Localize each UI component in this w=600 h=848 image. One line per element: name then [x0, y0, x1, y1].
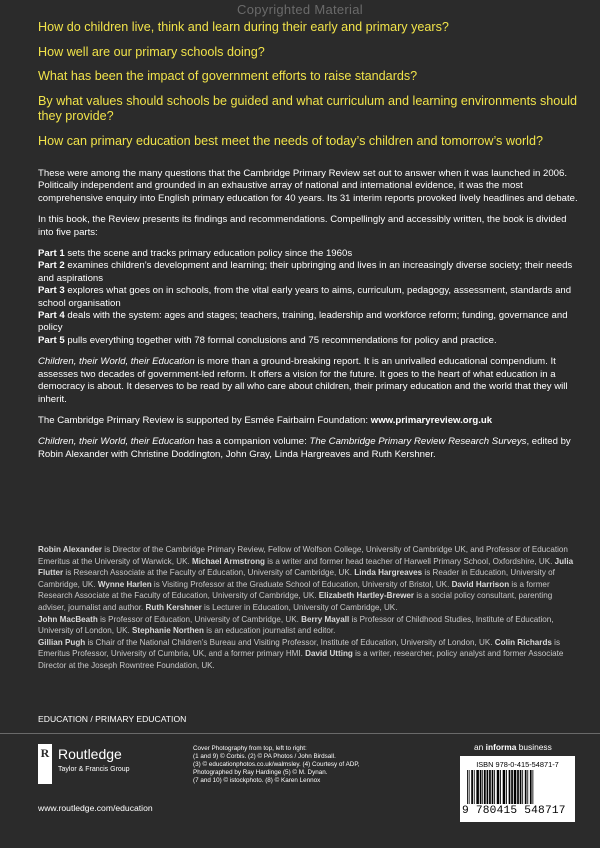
companion-volume: The Cambridge Primary Review Research Surveys	[309, 436, 527, 448]
barcode-bar	[492, 770, 494, 804]
bio-text: is a social policy consultant, parenting adviser, journalist and author.	[38, 591, 553, 612]
bio-text: is Director of the Cambridge Primary Review, Fellow of Wolfson College, University of Cambridge UK, and Professor of Education Emeritus at the University of Warwick, UK.	[38, 545, 568, 566]
companion-title: Children, their World, their Education	[38, 436, 195, 448]
divider	[0, 733, 600, 734]
barcode-bar	[489, 770, 491, 804]
bio-text: is a former Research Associate at the Faculty of Education, University of Cambridge, UK.	[38, 579, 550, 601]
question: How do children live, think and learn during their early and primary years?	[38, 20, 449, 34]
barcode-digits: 9 780415 548717	[462, 805, 566, 817]
barcode-bar	[467, 770, 468, 804]
part-label: Part 1	[38, 248, 65, 260]
part-label: Part 5	[38, 334, 65, 346]
bio-name: David Utting	[305, 649, 353, 659]
part-text: explores what goes on in schools, from the vital early years to aims, curriculum, pedagogy, assessment, standards and school organisation	[38, 285, 572, 309]
contributor-bios	[38, 544, 578, 672]
bio-name: Michael Armstrong	[191, 556, 265, 566]
barcode-bar	[500, 770, 501, 804]
barcode-bar	[511, 770, 513, 804]
publisher-website[interactable]: www.routledge.com/education	[38, 803, 153, 813]
companion-text: has a companion volume:	[194, 436, 310, 448]
bio-name: Berry Mayall	[301, 614, 350, 624]
publisher-name: Routledge	[58, 746, 122, 762]
barcode-bar	[480, 770, 482, 804]
bio-text: is a writer, researcher, policy analyst and former Associate Director at the Joseph Rowntree Foundation, UK.	[38, 649, 564, 670]
routledge-logo-icon	[38, 744, 52, 784]
part-item	[38, 260, 578, 285]
barcode-bar	[484, 770, 486, 804]
informa-prefix: an	[474, 742, 486, 752]
bio-text: is Lecturer in Education, University of Cambridge, UK.	[201, 602, 398, 612]
question: What has been the impact of government efforts to raise standards?	[38, 69, 418, 83]
credit-line: Photographed by Ray Hardinge (5) © M. Dynan.	[193, 769, 328, 777]
bio-name: Linda Hargreaves	[354, 568, 423, 578]
subject-category: EDUCATION / PRIMARY EDUCATION	[38, 714, 187, 724]
bio-name: Wynne Harlen	[97, 579, 152, 589]
informa-suffix: business	[516, 742, 552, 752]
barcode-bar	[506, 770, 507, 804]
book-title: Children, their World, their Education	[38, 356, 195, 368]
credit-line: (1 and 9) © Corbis. (2) © PA Photos / John Birdsall.	[193, 753, 336, 761]
part-item	[38, 310, 578, 335]
informa-business	[474, 742, 552, 752]
bio-text: is Professor of Childhood Studies, Institute of Education, University of London, UK.	[38, 614, 554, 636]
barcode-bar	[471, 770, 473, 804]
barcode-bar	[497, 770, 500, 804]
bio-name: David Harrison	[451, 579, 510, 589]
barcode-bar	[469, 770, 470, 804]
barcode-bar	[530, 770, 532, 804]
barcode-bar	[503, 770, 506, 804]
support-text: The Cambridge Primary Review is supported by Esmée Fairbairn Foundation:	[38, 414, 371, 426]
barcode-bar	[520, 770, 522, 804]
routledge-logo	[38, 744, 188, 784]
watermark: Copyrighted Material	[237, 2, 363, 17]
support-url: www.primaryreview.org.uk	[370, 414, 493, 426]
bio-name: Elizabeth Hartley-Brewer	[318, 591, 415, 601]
intro-paragraph: These were among the many questions that the Cambridge Primary Review set out to answer when it was launched in 2006. Politically independent and grounded in an exhaustive array of national and international evidence, it was the most comprehensive enquiry into English primary education for 40 years. Its 31 interim reports provoked lively headlines and debate.	[38, 168, 578, 204]
barcode-bar	[476, 770, 479, 804]
bio-name: Stephanie Northen	[132, 626, 204, 636]
question: How well are our primary schools doing?	[38, 44, 265, 59]
barcode-bar	[494, 770, 495, 804]
questions-list	[38, 20, 578, 158]
bio-text: is Professor of Education, University of Cambridge, UK.	[97, 614, 302, 624]
barcode-bar	[525, 770, 527, 804]
book-paragraph: In this book, the Review presents its findings and recommendations. Compellingly and accessibly written, the book is divided into five parts:	[38, 214, 567, 238]
informa-brand: informa	[485, 742, 517, 752]
part-text: deals with the system: ages and stages; teachers, training, leadership and workforce reform; funding, governance and policy	[38, 310, 568, 334]
publisher-subtitle: Taylor & Francis Group	[58, 766, 130, 773]
bio-text: is Emeritus Professor, University of Cumbria, UK, and a former primary HMI.	[38, 637, 560, 659]
barcode-bar	[532, 770, 533, 804]
credit-line: Cover Photography from top, left to right:	[193, 745, 307, 752]
bio-text: is Research Associate at the Faculty of Education, University of Cambridge, UK.	[63, 568, 355, 578]
photo-credits	[193, 745, 368, 785]
parts-list	[38, 248, 578, 347]
credit-line: (3) © educationphotos.co.uk/walmsley. (4) Courtesy of ADP,	[193, 761, 360, 769]
barcode-bar	[527, 770, 528, 804]
support-line	[38, 415, 578, 427]
bio-text: is Chair of the National Children’s Bureau and Visiting Professor, Institute of Education, University of London, UK.	[85, 637, 495, 647]
barcode-bar	[482, 770, 483, 804]
part-text: examines children’s development and learning; their upbringing and lives in an increasingly diverse society; their needs and aspirations	[38, 260, 573, 284]
isbn-label: ISBN 978-0-415-54871-7	[476, 760, 559, 769]
barcode	[460, 756, 575, 822]
bio-text: is Visiting Professor at the Graduate School of Education, University of Bristol, UK.	[151, 579, 452, 589]
barcode-bar	[487, 770, 489, 804]
blurb	[38, 168, 578, 470]
barcode-bar	[514, 770, 517, 804]
part-item	[38, 335, 578, 347]
part-label: Part 3	[38, 285, 65, 297]
barcode-bar	[522, 770, 523, 804]
bio-name: John MacBeath	[38, 614, 98, 624]
companion-editors: , edited by Robin Alexander with Christine Doddington, John Gray, Linda Hargreaves and Ruth Kershner.	[38, 436, 571, 460]
part-item	[38, 248, 578, 260]
logo-letter: R	[40, 746, 50, 760]
part-text: pulls everything together with 78 formal conclusions and 75 recommendations for policy and practice.	[67, 334, 497, 346]
bio-name: Julia Flutter	[38, 556, 574, 578]
bio-name: Gillian Pugh	[38, 637, 86, 647]
compendium-text: is more than a ground-breaking report. It is an unrivalled educational compendium. It assesses two decades of government-led reform. It offers a vision for the future. It goes to the heart of what education in a democracy is about. It deserves to be read by all who care about children, their primary education and the world that they will inherit.	[38, 356, 568, 405]
part-label: Part 4	[38, 310, 65, 322]
bio-text: is a writer and former head teacher of Harwell Primary School, Oxfordshire, UK.	[264, 556, 555, 566]
part-label: Part 2	[38, 260, 65, 272]
barcode-bar	[509, 770, 511, 804]
bio-text: is Reader in Education, University of Cambridge, UK.	[38, 568, 555, 589]
question: How can primary education best meet the needs of today’s children and tomorrow’s world?	[38, 133, 543, 148]
barcode-bar	[517, 770, 519, 804]
bio-name: Robin Alexander	[38, 545, 103, 554]
compendium-paragraph	[38, 356, 578, 406]
companion-paragraph	[38, 436, 578, 461]
part-item	[38, 285, 578, 310]
bio-name: Ruth Kershner	[145, 602, 202, 612]
question: By what values should schools be guided and what curriculum and learning environments should they provide?	[38, 93, 578, 123]
barcode-bars	[466, 770, 569, 804]
bio-text: is an education journalist and editor.	[203, 626, 336, 636]
bio-name: Colin Richards	[494, 637, 552, 647]
part-text: sets the scene and tracks primary education policy since the 1960s	[67, 248, 353, 260]
barcode-bar	[474, 770, 475, 804]
credit-line: (7 and 10) © istockphoto. (8) © Karen Lennox	[193, 777, 321, 785]
